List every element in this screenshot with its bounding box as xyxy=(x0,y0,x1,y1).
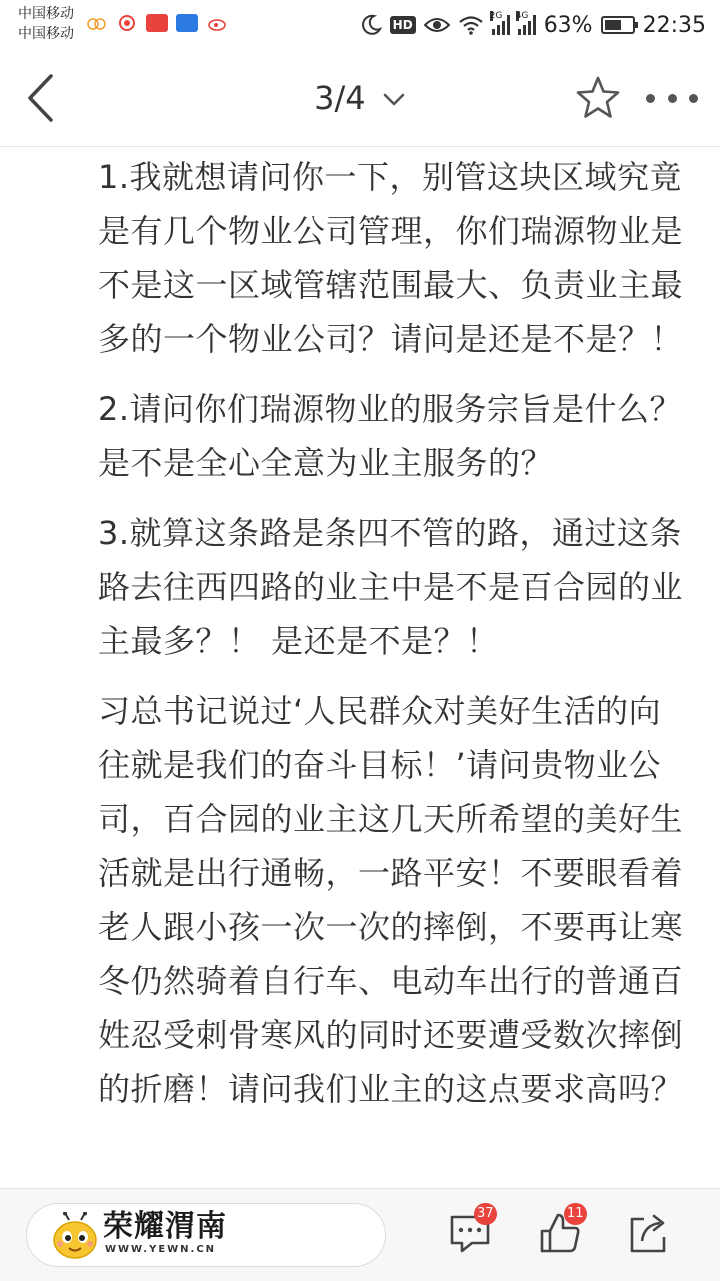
battery-percent: 63% xyxy=(543,12,593,38)
sina-icon xyxy=(206,14,228,32)
dot-icon xyxy=(646,94,655,103)
weibo-icon xyxy=(116,14,138,32)
like-count-badge: 11 xyxy=(564,1203,587,1225)
signal-4g-icon xyxy=(515,11,536,35)
paragraph: 2.请问你们瑞源物业的服务宗旨是什么？是不是全心全意为业主服务的？ xyxy=(98,390,683,482)
page-indicator-label: 3/4 xyxy=(314,79,366,117)
status-bar xyxy=(0,0,720,50)
star-icon xyxy=(574,74,622,122)
toutiao-icon xyxy=(146,14,168,32)
favorite-button[interactable] xyxy=(574,74,622,122)
share-button[interactable] xyxy=(626,1211,678,1259)
more-button[interactable] xyxy=(646,88,698,108)
carrier-2: 中国移动 xyxy=(18,26,74,42)
share-icon xyxy=(626,1211,670,1255)
chevron-down-icon xyxy=(382,92,406,108)
like-button[interactable] xyxy=(538,1206,590,1259)
notification-icons xyxy=(86,14,228,32)
top-nav xyxy=(0,50,720,147)
carrier-1: 中国移动 xyxy=(18,6,74,22)
eye-icon xyxy=(424,16,450,34)
cloud-icon xyxy=(86,14,108,32)
paragraph: 3.就算这条路是条四不管的路，通过这条路去往西四路的业主中是不是百合园的业主最多？！ 是还是不是？！ xyxy=(98,514,684,660)
moon-icon xyxy=(360,14,382,36)
dot-icon xyxy=(689,94,698,103)
bee-mascot-icon xyxy=(51,1212,99,1260)
system-indicators xyxy=(360,8,706,42)
brand-logo-text: 荣耀渭南 xyxy=(103,1209,227,1244)
clock: 22:35 xyxy=(642,12,706,38)
paragraph: 1.我就想请问你一下，别管这块区域究竟是有几个物业公司管理，你们瑞源物业是不是这一区域管辖范围最大、负责业主最多的一个物业公司？请问是还是不是？！ xyxy=(98,158,684,358)
hd-badge: HD xyxy=(390,16,416,34)
dot-icon xyxy=(668,94,677,103)
signal-2g-label: 2G xyxy=(489,11,503,21)
comment-input-pill[interactable] xyxy=(26,1203,386,1267)
signal-2g-icon xyxy=(489,11,510,35)
article-body xyxy=(98,150,688,1132)
carrier-info xyxy=(18,4,74,44)
comment-button[interactable] xyxy=(448,1206,500,1259)
signal-4g-label: 4G xyxy=(515,11,529,21)
autohome-icon xyxy=(176,14,198,32)
bottom-bar xyxy=(0,1188,720,1281)
battery-icon xyxy=(601,16,635,34)
brand-url: WWW.YEWN.CN xyxy=(105,1244,217,1255)
wifi-icon xyxy=(458,15,484,35)
comment-count-badge: 37 xyxy=(474,1203,497,1225)
paragraph: 习总书记说过‘人民群众对美好生活的向往就是我们的奋斗目标！’请问贵物业公司，百合园的业主这几天所希望的美好生活就是出行通畅，一路平安！不要眼看着老人跟小孩一次一次的摔倒，不要再让寒冬仍然骑着自行车、电动车出行的普通百姓忍受刺骨寒风的同时还要遭受数次摔倒的折磨！请问我们业主的这点要求高吗？ xyxy=(98,692,684,1108)
